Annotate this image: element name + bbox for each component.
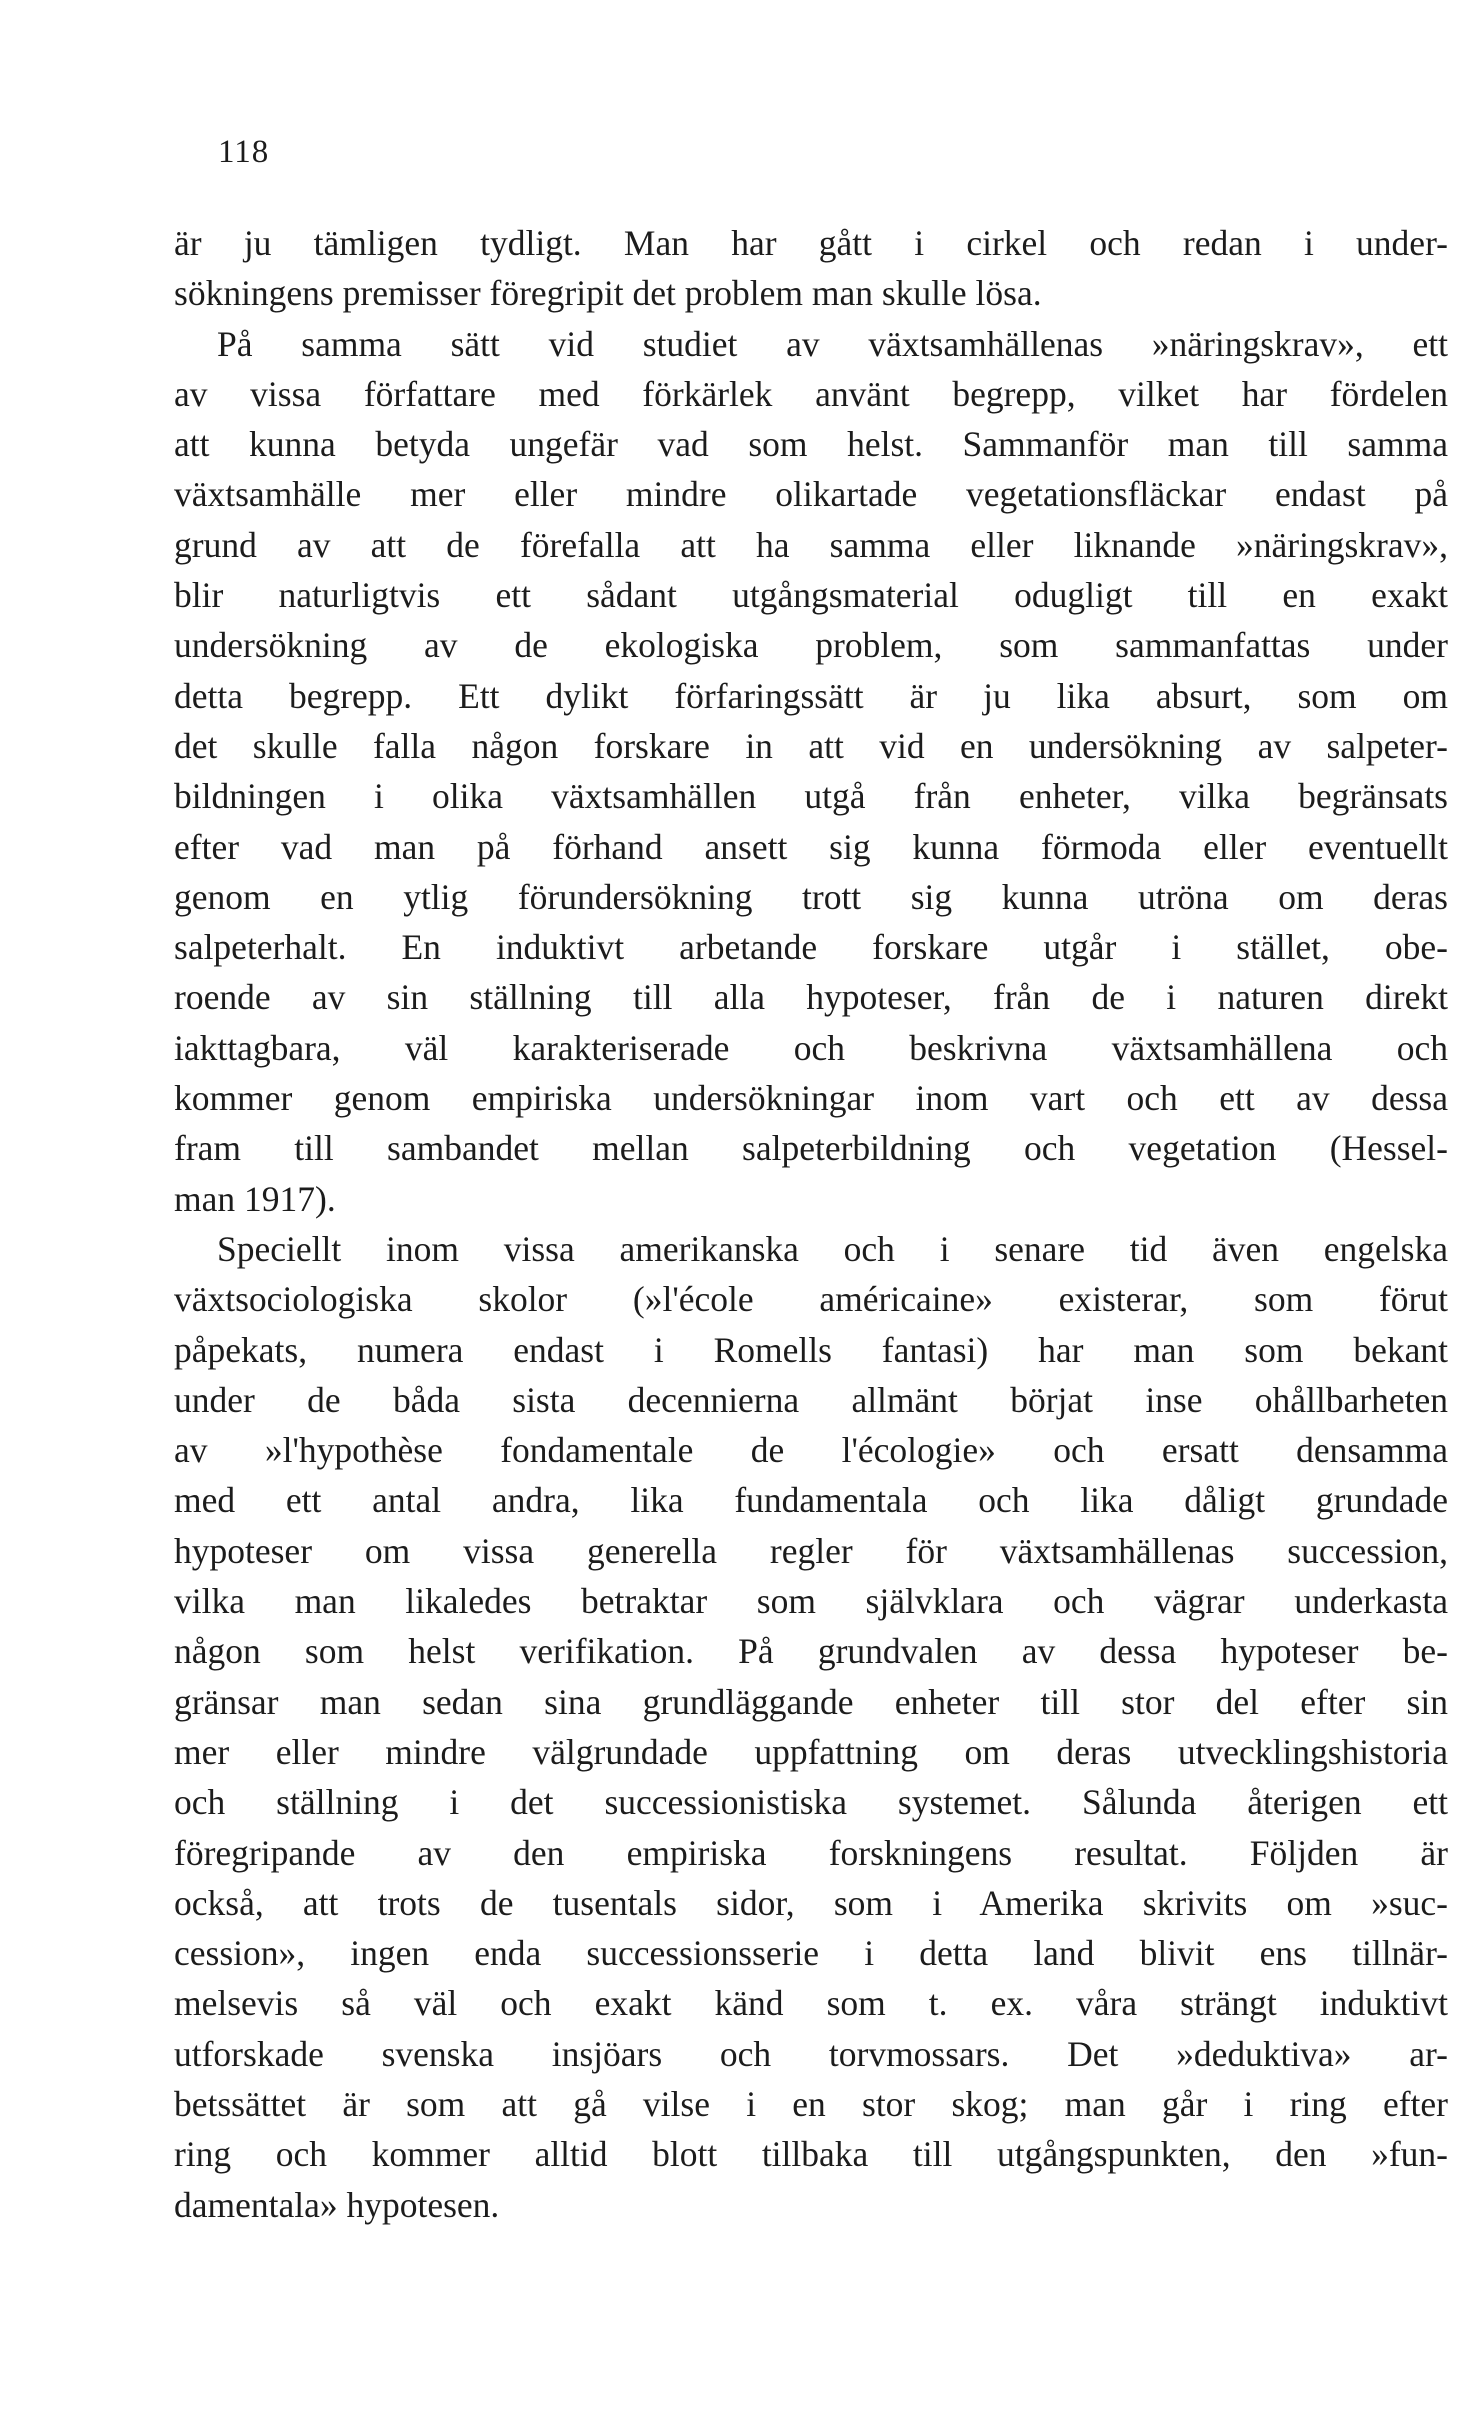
text-line: melsevis så väl och exakt känd som t. ex. våra strängt induktivt <box>174 1983 1448 2024</box>
text-line: roende av sin ställning till alla hypoteser, från de i naturen direkt <box>174 977 1448 1018</box>
text-line: efter vad man på förhand ansett sig kunna förmoda eller eventuellt <box>174 826 1448 867</box>
text-line: man 1917). <box>174 1178 336 1219</box>
text-line: det skulle falla någon forskare in att vid en undersökning av salpeter- <box>174 725 1448 766</box>
text-line: fram till sambandet mellan salpeterbildning och vegetation (Hessel- <box>174 1128 1448 1169</box>
text-line: blir naturligtvis ett sådant utgångsmaterial odugligt till en exakt <box>174 575 1448 616</box>
text-line: undersökning av de ekologiska problem, som sammanfattas under <box>174 625 1448 666</box>
text-line: växtsociologiska skolor (»l'école américaine» existerar, som förut <box>174 1279 1448 1320</box>
text-line: iakttagbara, väl karakteriserade och beskrivna växtsamhällena och <box>174 1027 1448 1068</box>
text-line: salpeterhalt. En induktivt arbetande forskare utgår i stället, obe- <box>174 927 1448 968</box>
text-line: under de båda sista decennierna allmänt börjat inse ohållbarheten <box>174 1379 1448 1420</box>
text-line: sökningens premisser föregripit det problem man skulle lösa. <box>174 273 1042 314</box>
text-line: damentala» hypotesen. <box>174 2184 500 2225</box>
text-line: föregripande av den empiriska forskningens resultat. Följden är <box>174 1832 1448 1873</box>
text-line: På samma sätt vid studiet av växtsamhällenas »näringskrav», ett <box>217 323 1448 364</box>
text-line: bildningen i olika växtsamhällen utgå från enheter, vilka begränsats <box>174 776 1448 817</box>
text-line: betssättet är som att gå vilse i en stor skog; man går i ring efter <box>174 2083 1448 2124</box>
text-line: av vissa författare med förkärlek använt begrepp, vilket har fördelen <box>174 373 1448 414</box>
text-line: grund av att de förefalla att ha samma eller liknande »näringskrav», <box>174 524 1448 565</box>
text-line: gränsar man sedan sina grundläggande enheter till stor del efter sin <box>174 1681 1448 1722</box>
text-line: växtsamhälle mer eller mindre olikartade vegetationsfläckar endast på <box>174 474 1448 515</box>
text-line: genom en ytlig förundersökning trott sig kunna utröna om deras <box>174 876 1448 917</box>
text-line: någon som helst verifikation. På grundvalen av dessa hypoteser be- <box>174 1631 1448 1672</box>
text-line: är ju tämligen tydligt. Man har gått i cirkel och redan i under- <box>174 223 1448 263</box>
page-number: 118 <box>218 134 270 170</box>
text-line: kommer genom empiriska undersökningar inom vart och ett av dessa <box>174 1078 1448 1119</box>
text-line: Speciellt inom vissa amerikanska och i senare tid även engelska <box>217 1228 1448 1269</box>
text-line: mer eller mindre välgrundade uppfattning om deras utvecklingshistoria <box>174 1731 1448 1772</box>
text-line: vilka man likaledes betraktar som självklara och vägrar underkasta <box>174 1581 1448 1622</box>
text-line: detta begrepp. Ett dylikt förfaringssätt är ju lika absurt, som om <box>174 675 1448 716</box>
body-text <box>174 218 1448 2230</box>
text-line: att kunna betyda ungefär vad som helst. Sammanför man till samma <box>174 424 1448 465</box>
text-line: cession», ingen enda successionsserie i detta land blivit ens tillnär- <box>174 1933 1448 1974</box>
text-line: och ställning i det successionistiska systemet. Sålunda återigen ett <box>174 1782 1448 1823</box>
text-line: också, att trots de tusentals sidor, som i Amerika skrivits om »suc- <box>174 1882 1448 1923</box>
text-line: ring och kommer alltid blott tillbaka till utgångspunkten, den »fun- <box>174 2134 1448 2175</box>
text-line: påpekats, numera endast i Romells fantasi) har man som bekant <box>174 1329 1448 1370</box>
text-line: av »l'hypothèse fondamentale de l'écologie» och ersatt densamma <box>174 1430 1448 1471</box>
text-line: med ett antal andra, lika fundamentala och lika dåligt grundade <box>174 1480 1448 1521</box>
text-line: utforskade svenska insjöars och torvmossars. Det »deduktiva» ar- <box>174 2033 1448 2074</box>
text-line: hypoteser om vissa generella regler för växtsamhällenas succession, <box>174 1530 1448 1571</box>
